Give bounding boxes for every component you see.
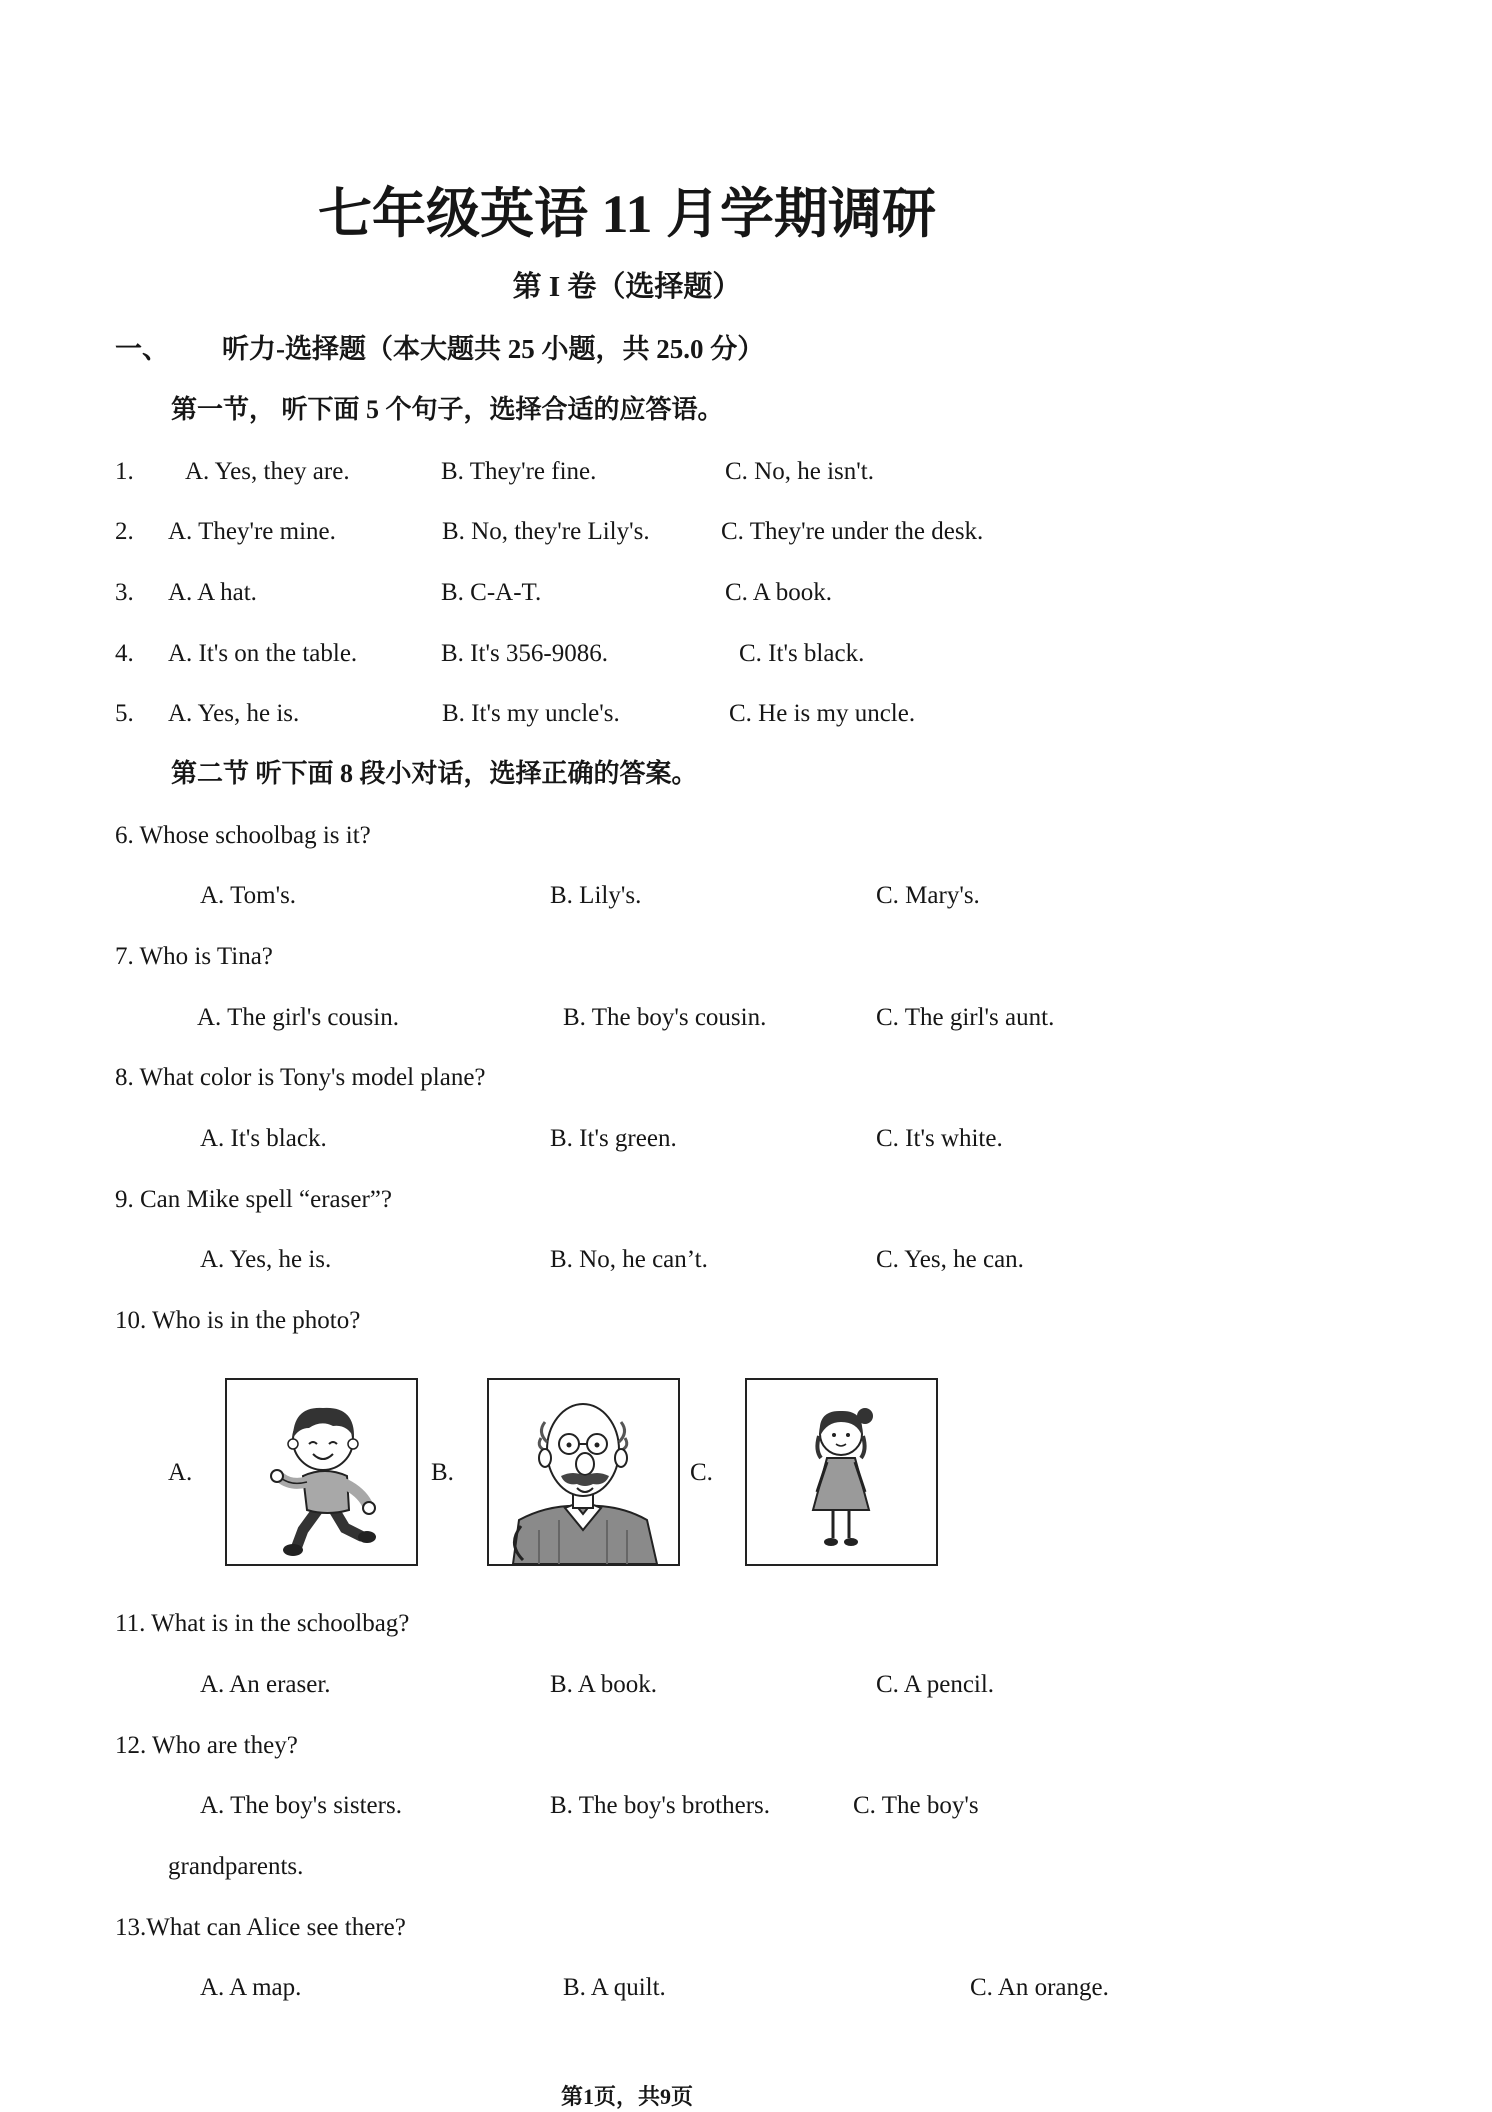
question-7: [0, 942, 1492, 974]
option-a: A. Tom's.: [200, 882, 297, 909]
question-text: 10. Who is in the photo?: [115, 1307, 361, 1334]
option-b: B. C-A-T.: [441, 579, 542, 606]
question-4: [0, 639, 1492, 671]
question-1: [0, 457, 1492, 489]
option-a: A. Yes, he is.: [200, 1246, 332, 1273]
option-b: B. It's my uncle's.: [442, 700, 620, 727]
picture-girl: [745, 1378, 938, 1566]
question-text: 9. Can Mike spell “eraser”?: [115, 1186, 392, 1213]
question-text: 8. What color is Tony's model plane?: [115, 1064, 486, 1091]
option-c: C. He is my uncle.: [729, 700, 916, 727]
option-c: C. It's black.: [739, 640, 865, 667]
option-a: A. Yes, they are.: [185, 458, 350, 485]
question-text: 6. Whose schoolbag is it?: [115, 822, 371, 849]
option-b: B. A quilt.: [563, 1974, 666, 2001]
section-heading: [0, 333, 1492, 365]
option-b: B. It's 356-9086.: [441, 640, 609, 667]
question-12: [0, 1731, 1492, 1763]
question-6: [0, 821, 1492, 853]
option-a: A. A hat.: [168, 579, 257, 606]
question-12-options: [0, 1791, 1492, 1823]
section-title: 听力-选择题（本大题共 25 小题，共 25.0 分）: [222, 334, 765, 364]
question-13: [0, 1913, 1492, 1945]
girl-illustration: [747, 1380, 936, 1564]
option-c-continuation: grandparents.: [168, 1853, 304, 1880]
option-c: C. They're under the desk.: [721, 518, 984, 545]
running-boy-illustration: [227, 1380, 416, 1564]
question-text: 12. Who are they?: [115, 1732, 298, 1759]
option-b: B. The boy's brothers.: [550, 1792, 770, 1819]
option-c: C. No, he isn't.: [725, 458, 874, 485]
option-a: A. The girl's cousin.: [197, 1004, 399, 1031]
question-2: [0, 517, 1492, 549]
option-c: C. A pencil.: [876, 1671, 995, 1698]
option-a: A. An eraser.: [200, 1671, 331, 1698]
picture-boy: [225, 1378, 418, 1566]
question-8: [0, 1063, 1492, 1095]
question-3: [0, 578, 1492, 610]
option-b: B. A book.: [550, 1671, 657, 1698]
question-9-options: [0, 1245, 1492, 1277]
section-number: 一、: [115, 334, 169, 364]
question-text: 13.What can Alice see there?: [115, 1914, 406, 1941]
old-man-illustration: [489, 1380, 678, 1564]
question-7-options: [0, 1003, 1492, 1035]
option-a: A. It's black.: [200, 1125, 327, 1152]
option-c: C. Mary's.: [876, 882, 980, 909]
option-a: A. They're mine.: [168, 518, 336, 545]
question-11: [0, 1609, 1492, 1641]
volume-subtitle: 第 I 卷（选择题）: [512, 271, 742, 303]
option-b: B. No, he can’t.: [550, 1246, 708, 1273]
question-text: 7. Who is Tina?: [115, 943, 273, 970]
question-6-options: [0, 881, 1492, 913]
question-number: 2.: [115, 518, 134, 545]
option-a: A. A map.: [200, 1974, 302, 2001]
exam-title: 七年级英语 11 月学期调研: [317, 184, 937, 244]
question-11-options: [0, 1670, 1492, 1702]
question-text: 11. What is in the schoolbag?: [115, 1610, 410, 1637]
question-number: 1.: [115, 458, 134, 485]
option-c: C. The girl's aunt.: [876, 1004, 1055, 1031]
part2-heading-row: [0, 758, 1492, 790]
picture-old-man: [487, 1378, 680, 1566]
option-c: C. An orange.: [970, 1974, 1109, 2001]
picture-option-a-label: A.: [168, 1459, 193, 1486]
option-c: C. The boy's: [853, 1792, 979, 1819]
option-c: C. A book.: [725, 579, 832, 606]
option-c: C. It's white.: [876, 1125, 1003, 1152]
question-8-options: [0, 1124, 1492, 1156]
option-a: A. The boy's sisters.: [200, 1792, 402, 1819]
option-a: A. Yes, he is.: [168, 700, 300, 727]
option-b: B. Lily's.: [550, 882, 642, 909]
picture-option-b-label: B.: [431, 1459, 454, 1486]
part1-heading: 第一节， 听下面 5 个句子，选择合适的应答语。: [171, 395, 724, 424]
question-10: [0, 1306, 1492, 1338]
option-c: C. Yes, he can.: [876, 1246, 1024, 1273]
question-12-continuation: [0, 1852, 1492, 1884]
question-number: 3.: [115, 579, 134, 606]
question-number: 4.: [115, 640, 134, 667]
question-5: [0, 699, 1492, 731]
option-b: B. The boy's cousin.: [563, 1004, 767, 1031]
part2-heading: 第二节 听下面 8 段小对话，选择正确的答案。: [171, 759, 698, 788]
option-b: B. They're fine.: [441, 458, 597, 485]
question-13-options: [0, 1973, 1492, 2005]
picture-option-c-label: C.: [690, 1459, 713, 1486]
question-9: [0, 1185, 1492, 1217]
page-footer: 第1页，共9页: [560, 2084, 693, 2109]
option-b: B. It's green.: [550, 1125, 677, 1152]
option-b: B. No, they're Lily's.: [442, 518, 650, 545]
part1-heading-row: [0, 394, 1492, 426]
question-number: 5.: [115, 700, 134, 727]
option-a: A. It's on the table.: [168, 640, 358, 667]
